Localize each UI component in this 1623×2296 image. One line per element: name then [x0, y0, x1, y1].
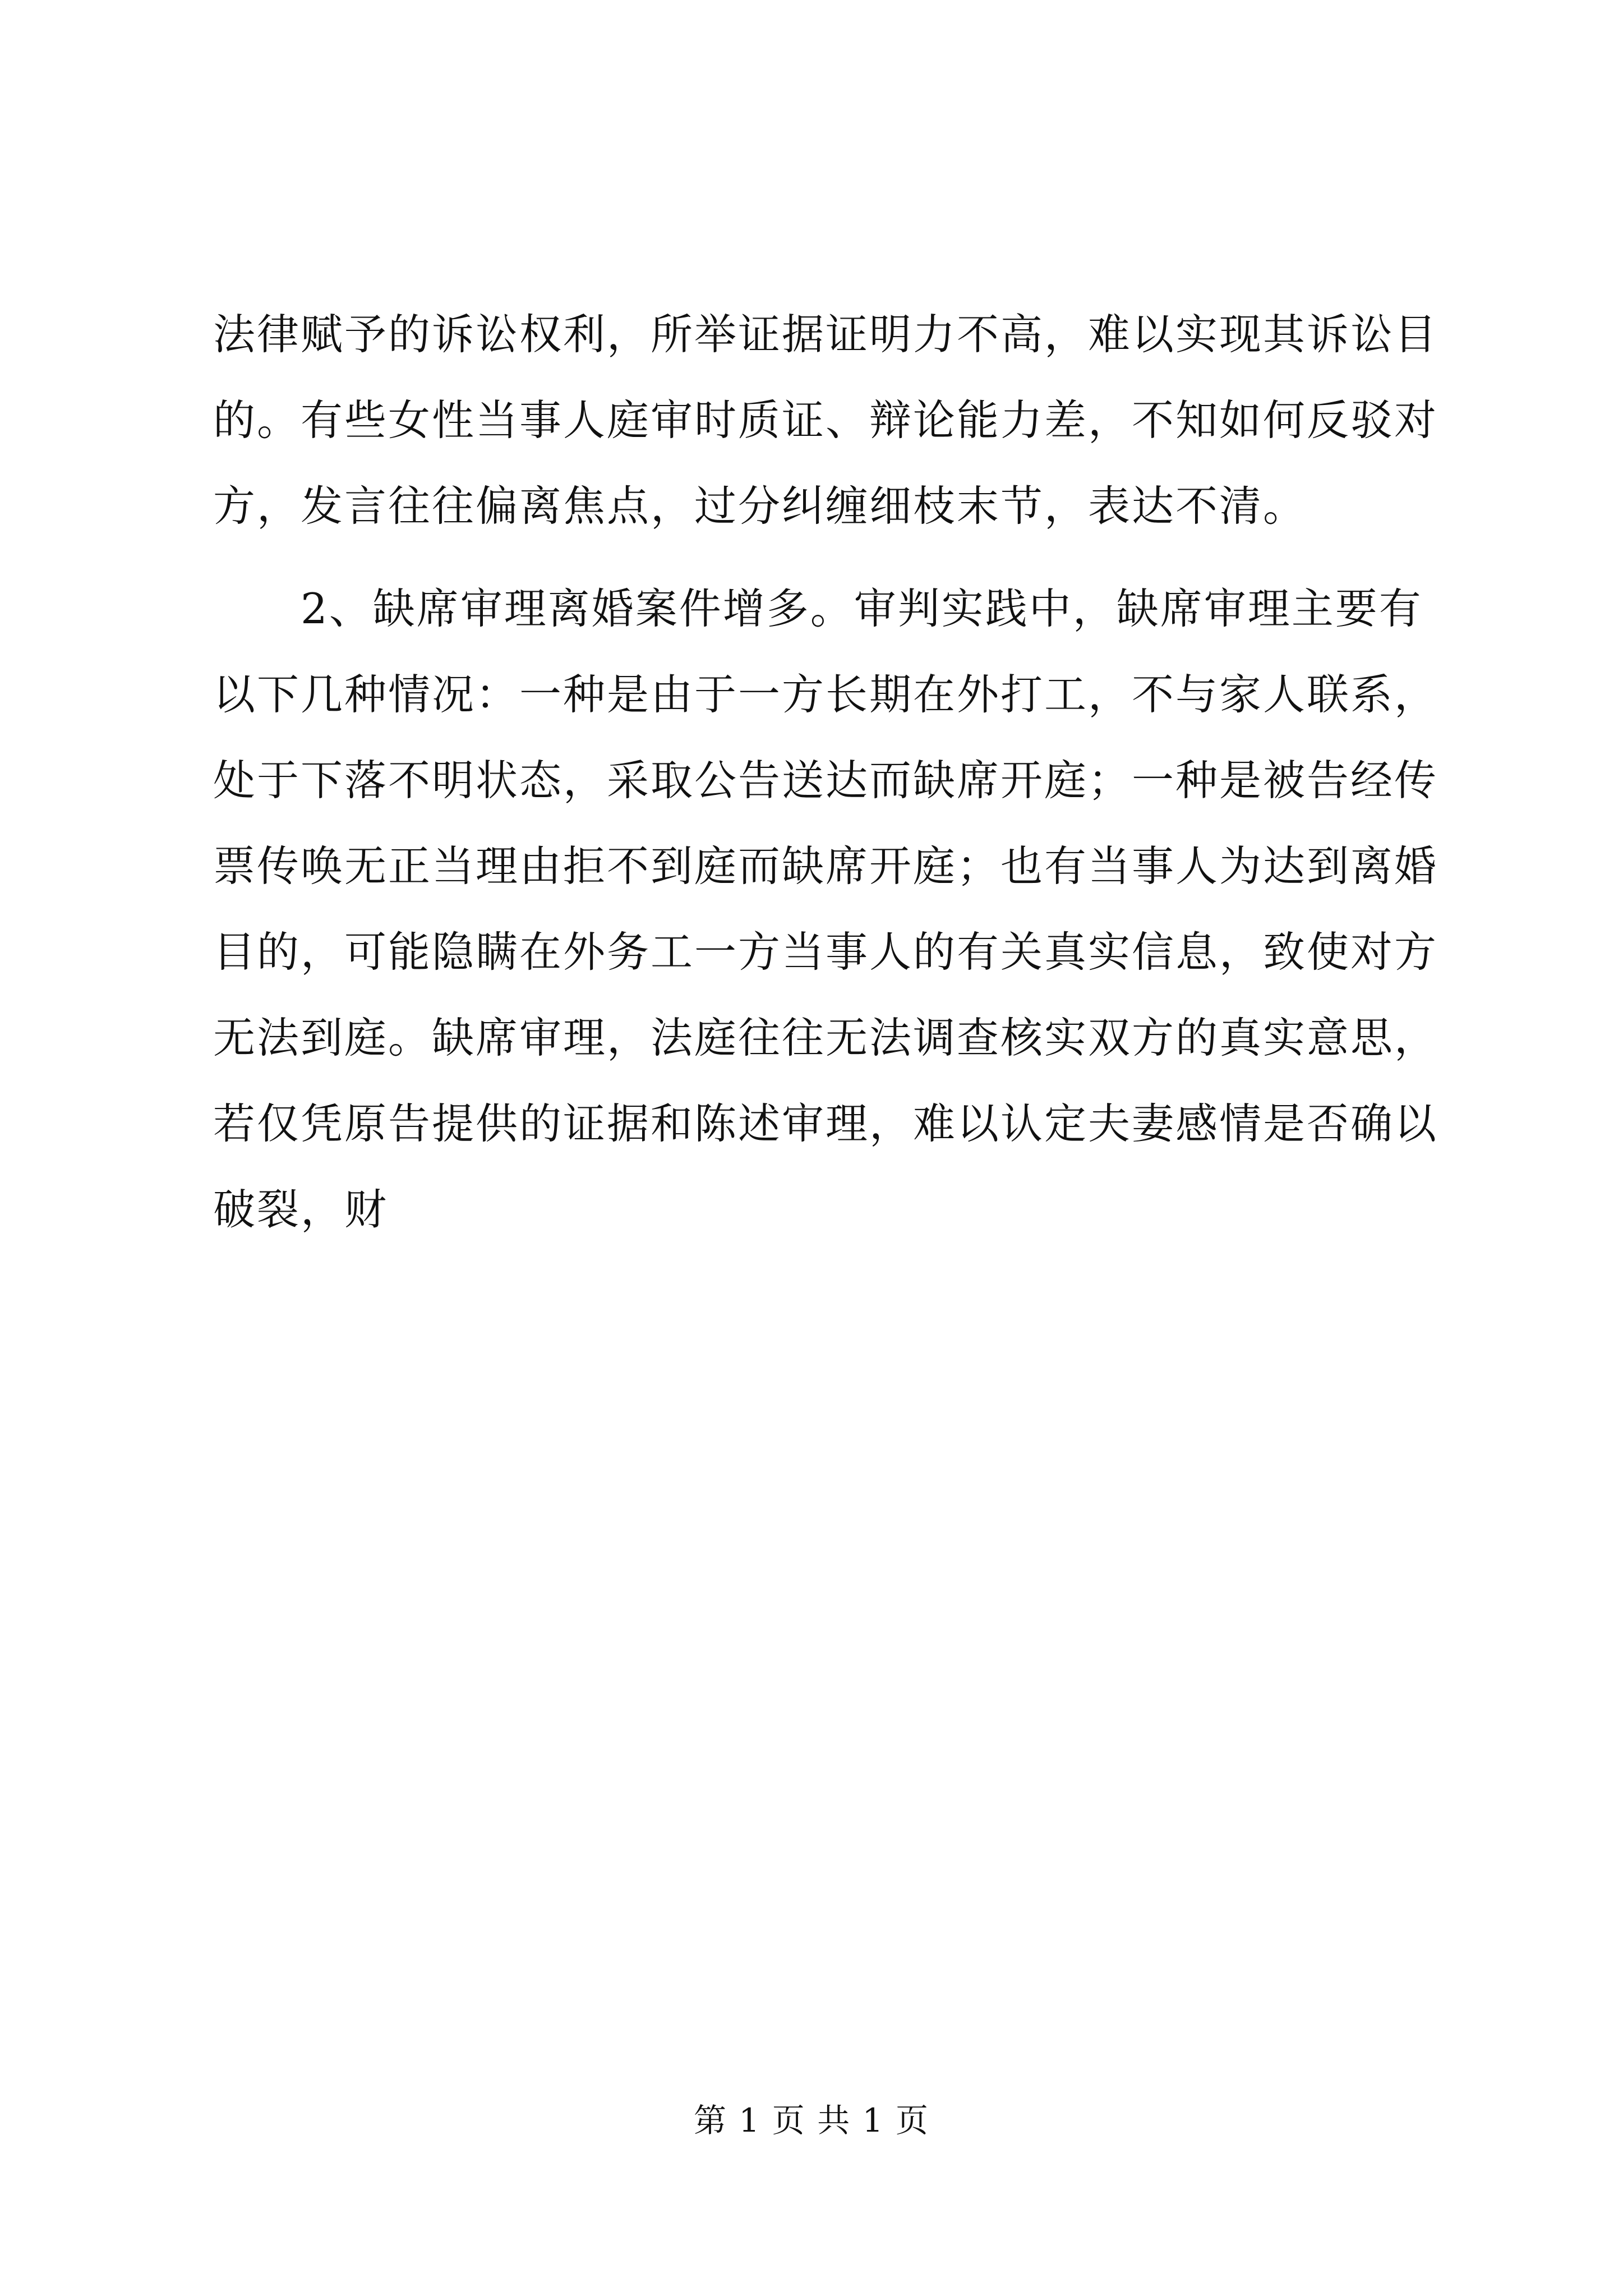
text-line: 无法到庭。缺席审理，法庭往往无法调查核实双方的真实意思， — [213, 1013, 1438, 1062]
text-line: 以下几种情况：一种是由于一方长期在外打工，不与家人联系， — [213, 670, 1438, 719]
page-indicator: 第 1 页 共 1 页 — [694, 2101, 929, 2139]
paragraph-gap — [213, 549, 1419, 566]
text-line: 法律赋予的诉讼权利，所举证据证明力不高，难以实现其诉讼目 — [213, 310, 1438, 359]
text-line: 2、缺席审理离婚案件增多。审判实践中，缺席审理主要有 — [213, 584, 1423, 633]
text-line: 的。有些女性当事人庭审时质证、辩论能力差，不知如何反驳对 — [213, 395, 1438, 445]
page-footer — [0, 2098, 1623, 2143]
text-line: 目的，可能隐瞒在外务工一方当事人的有关真实信息，致使对方 — [213, 927, 1438, 977]
text-line: 若仅凭原告提供的证据和陈述审理，难以认定夫妻感情是否确以 — [213, 1099, 1438, 1148]
body-text — [213, 292, 1438, 1253]
text-line: 破裂，财 — [213, 1185, 389, 1234]
text-line: 处于下落不明状态，采取公告送达而缺席开庭；一种是被告经传 — [213, 756, 1438, 805]
text-line: 方，发言往往偏离焦点，过分纠缠细枝末节，表达不清。 — [213, 481, 1307, 531]
text-line: 票传唤无正当理由拒不到庭而缺席开庭；也有当事人为达到离婚 — [213, 841, 1438, 891]
